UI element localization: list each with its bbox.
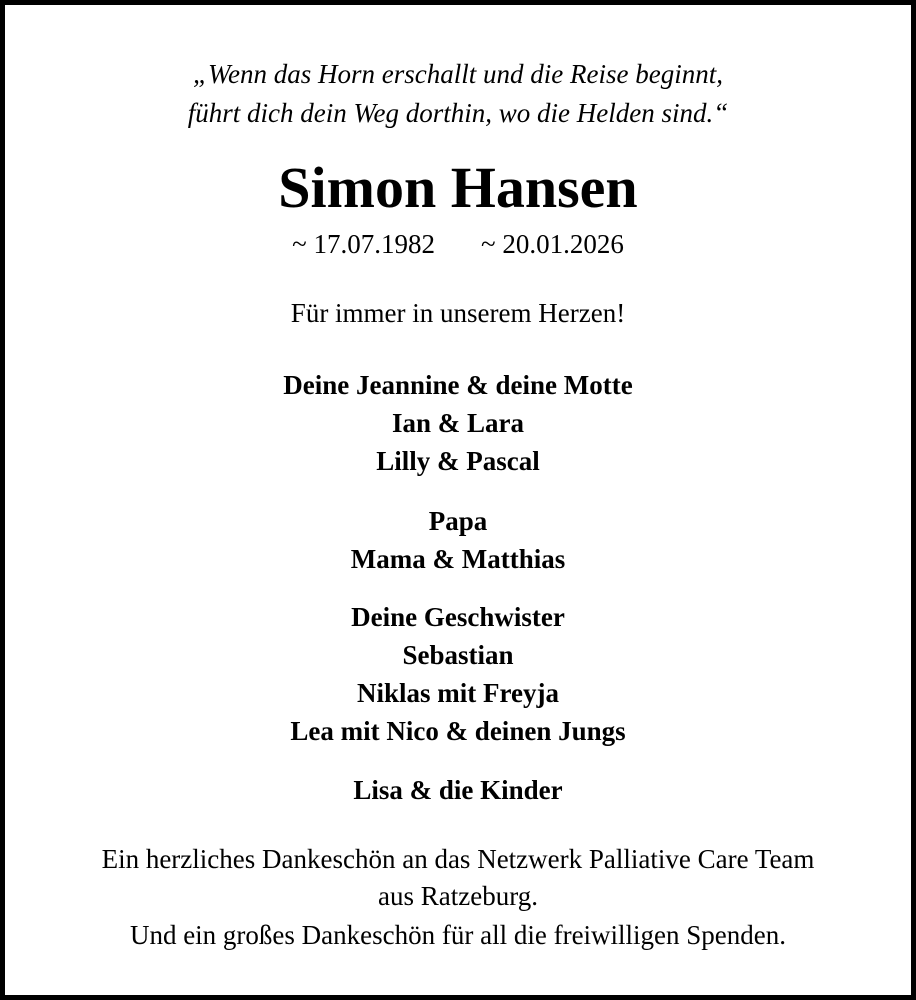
mourner-line: Papa [428, 506, 488, 536]
mourner-line: Niklas mit Freyja [357, 678, 559, 708]
mourner-line: Deine Geschwister [351, 602, 565, 632]
deceased-name: Simon Hansen [278, 155, 638, 220]
thanks-line-1: Ein herzliches Dankeschön an das Netzwerk Palliative Care Team [101, 844, 815, 874]
mourner-line: Mama & Matthias [350, 544, 566, 574]
quote-line-1: „Wenn das Horn erschallt und die Reise beginnt, [193, 59, 723, 89]
thanks-line-3: Und ein großes Dankeschön für all die freiwilligen Spenden. [129, 920, 787, 950]
mourner-line: Sebastian [402, 640, 514, 670]
thanks-line-2: aus Ratzeburg. [378, 881, 538, 911]
life-dates [5, 227, 911, 261]
mourner-line: Lisa & die Kinder [353, 775, 563, 805]
obituary-notice [5, 5, 911, 995]
motto: Für immer in unserem Herzen! [290, 298, 626, 328]
mourner-line: Lilly & Pascal [376, 446, 540, 476]
mourner-line: Lea mit Nico & deinen Jungs [290, 716, 626, 746]
mourner-line: Deine Jeannine & deine Motte [283, 370, 633, 400]
mourner-line: Ian & Lara [391, 408, 524, 438]
birth-date: ~ 17.07.1982 [292, 229, 435, 259]
quote-line-2: führt dich dein Weg dorthin, wo die Helden sind.“ [187, 98, 729, 128]
death-date: ~ 20.01.2026 [481, 229, 624, 259]
